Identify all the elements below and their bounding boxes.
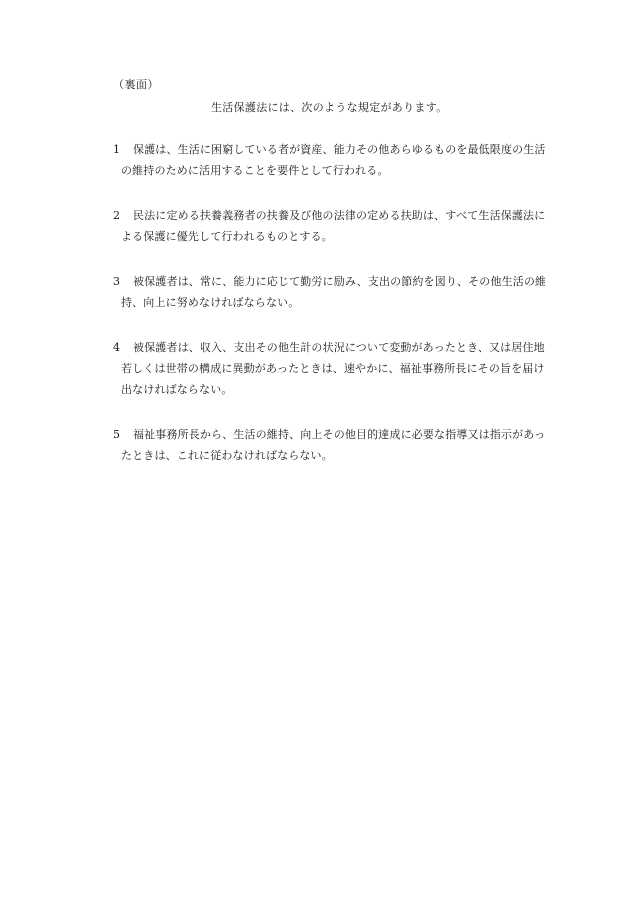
article-text-line: 若しくは世帯の構成に異動があったときは、速やかに、福祉事務所長にその旨を届け: [121, 362, 545, 375]
document-heading: 生活保護法には、次のような規定があります。: [211, 101, 448, 114]
article-text-line: 保護は、生活に困窮している者が資産、能力その他あらゆるものを最低限度の生活: [133, 143, 546, 156]
article-5: [113, 424, 583, 466]
article-3: [113, 271, 583, 313]
article-number: 5: [113, 428, 121, 441]
article-text-line: 被保護者は、常に、能力に応じて勤労に励み、支出の節約を図り、その他生活の維: [133, 275, 547, 288]
article-text-line: 持、向上に努めなければならない。: [121, 296, 300, 309]
article-1: [113, 139, 583, 181]
article-number: 3: [113, 275, 121, 288]
reverse-side-label: （裏面）: [113, 78, 159, 91]
article-number: 2: [113, 209, 121, 222]
article-text-line: 民法に定める扶養義務者の扶養及び他の法律の定める扶助は、すべて生活保護法に: [133, 209, 546, 222]
article-text-line: よる保護に優先して行われるものとする。: [121, 230, 333, 243]
article-text-line: の維持のために活用することを要件として行われる。: [121, 164, 389, 177]
article-text-line: 出なければならない。: [121, 383, 233, 396]
article-text-line: たときは、これに従わなければならない。: [121, 449, 333, 462]
article-number: 4: [113, 341, 121, 354]
article-4: [113, 337, 583, 400]
article-2: [113, 205, 583, 247]
article-text-line: 福祉事務所長から、生活の維持、向上その他目的達成に必要な指導又は指示があっ: [133, 428, 546, 441]
article-text-line: 被保護者は、収入、支出その他生計の状況について変動があったとき、又は居住地: [133, 341, 545, 354]
article-number: 1: [113, 143, 121, 156]
